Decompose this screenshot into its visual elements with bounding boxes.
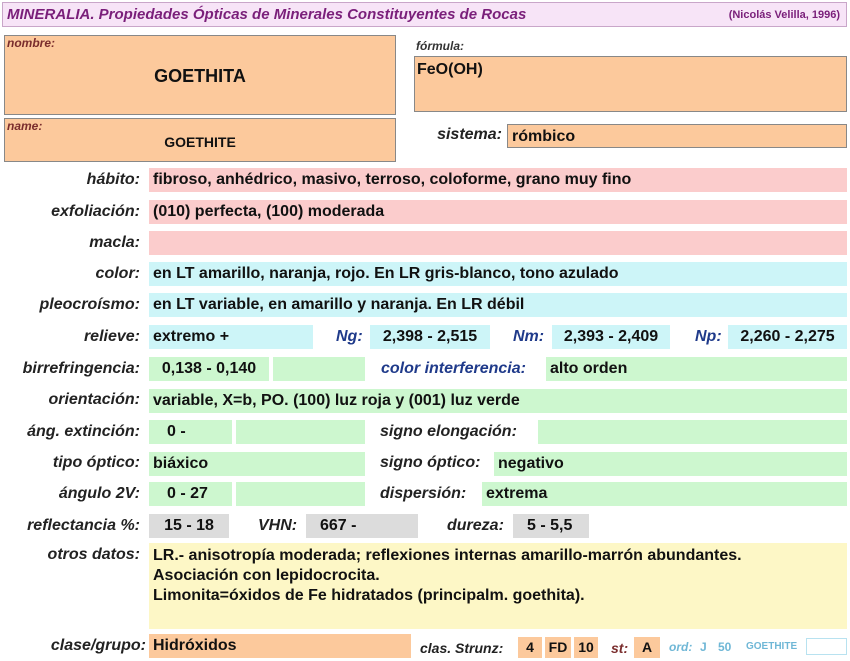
nombre-box[interactable] xyxy=(4,35,396,115)
ang-extincion-label: áng. extinción: xyxy=(27,423,140,440)
clase-grupo-label: clase/grupo: xyxy=(50,637,146,654)
np-label: Np: xyxy=(695,328,722,345)
orientacion-label: orientación: xyxy=(48,391,140,408)
clase-grupo-field[interactable]: Hidróxidos xyxy=(149,634,411,658)
reflectancia-field[interactable]: 15 - 18 xyxy=(149,514,229,538)
formula-value: FeO(OH) xyxy=(417,61,483,78)
strunz-1-field[interactable]: 4 xyxy=(518,637,542,658)
angulo-2v-extra-field[interactable] xyxy=(236,482,365,506)
signo-optico-label: signo óptico: xyxy=(380,454,481,471)
color-label: color: xyxy=(95,265,140,282)
name-box[interactable] xyxy=(4,118,396,162)
vhn-label: VHN: xyxy=(258,517,298,534)
otros-datos-line: LR.- anisotropía moderada; reflexiones internas amarillo-marrón abundantes. xyxy=(153,547,742,564)
sistema-label: sistema: xyxy=(437,126,502,143)
orientacion-field[interactable]: variable, X=b, PO. (100) luz roja y (001) luz verde xyxy=(149,389,847,413)
nm-field[interactable]: 2,393 - 2,409 xyxy=(552,325,670,349)
exfoliacion-label: exfoliación: xyxy=(51,203,140,220)
signo-elongacion-field[interactable] xyxy=(538,420,847,444)
author-credit: (Nicolás Velilla, 1996) xyxy=(728,9,840,21)
relieve-field[interactable]: extremo + xyxy=(149,325,313,349)
vhn-field[interactable]: 667 - xyxy=(306,514,418,538)
name-label: name: xyxy=(7,119,43,133)
ord-name: GOETHITE xyxy=(746,641,798,652)
macla-label: macla: xyxy=(89,234,140,251)
nombre-label: nombre: xyxy=(7,36,55,50)
habito-label: hábito: xyxy=(86,171,140,188)
signo-elongacion-label: signo elongación: xyxy=(380,423,517,440)
ord-letter: J xyxy=(700,640,707,654)
birrefringencia-label: birrefringencia: xyxy=(22,360,140,377)
strunz-3-field[interactable]: 10 xyxy=(574,637,598,658)
ord-number: 50 xyxy=(718,640,732,654)
tipo-optico-label: tipo óptico: xyxy=(52,454,140,471)
ng-label: Ng: xyxy=(336,328,363,345)
dureza-label: dureza: xyxy=(447,517,504,534)
otros-datos-label: otros datos: xyxy=(47,546,140,563)
app-title: MINERALIA. Propiedades Ópticas de Minerales Constituyentes de Rocas xyxy=(7,6,527,23)
nm-label: Nm: xyxy=(513,328,545,345)
nombre-value: GOETHITA xyxy=(154,66,246,86)
habito-field[interactable]: fibroso, anhédrico, masivo, terroso, coloforme, grano muy fino xyxy=(149,168,847,192)
sistema-field[interactable]: rómbico xyxy=(507,124,847,148)
birrefringencia-extra-field[interactable] xyxy=(273,357,365,381)
relieve-label: relieve: xyxy=(83,328,140,345)
color-interferencia-field[interactable]: alto orden xyxy=(546,357,847,381)
ord-label: ord: xyxy=(669,640,693,654)
ang-extincion-field[interactable]: 0 - xyxy=(149,420,232,444)
formula-box[interactable] xyxy=(414,56,847,112)
dispersion-label: dispersión: xyxy=(380,485,467,502)
angulo-2v-label: ángulo 2V: xyxy=(58,485,140,502)
otros-datos-field[interactable] xyxy=(149,543,847,629)
ord-box[interactable] xyxy=(806,638,847,655)
clas-strunz-label: clas. Strunz: xyxy=(420,640,504,656)
ng-field[interactable]: 2,398 - 2,515 xyxy=(370,325,490,349)
ang-extincion-extra-field[interactable] xyxy=(236,420,365,444)
color-field[interactable]: en LT amarillo, naranja, rojo. En LR gris-blanco, tono azulado xyxy=(149,262,847,286)
st-field[interactable]: A xyxy=(634,637,660,658)
strunz-2-field[interactable]: FD xyxy=(545,637,571,658)
header-bar xyxy=(2,2,847,27)
tipo-optico-field[interactable]: biáxico xyxy=(149,452,365,476)
pleocroismo-field[interactable]: en LT variable, en amarillo y naranja. En LR débil xyxy=(149,293,847,317)
macla-field[interactable] xyxy=(149,231,847,255)
angulo-2v-field[interactable]: 0 - 27 xyxy=(149,482,232,506)
pleocroismo-label: pleocroísmo: xyxy=(39,296,140,313)
st-label: st: xyxy=(611,640,629,656)
formula-label: fórmula: xyxy=(416,39,464,53)
exfoliacion-field[interactable]: (010) perfecta, (100) moderada xyxy=(149,200,847,224)
dispersion-field[interactable]: extrema xyxy=(482,482,847,506)
reflectancia-label: reflectancia %: xyxy=(27,517,140,534)
birrefringencia-field[interactable]: 0,138 - 0,140 xyxy=(149,357,269,381)
dureza-field[interactable]: 5 - 5,5 xyxy=(513,514,589,538)
otros-datos-line: Limonita=óxidos de Fe hidratados (principalm. goethita). xyxy=(153,587,585,604)
np-field[interactable]: 2,260 - 2,275 xyxy=(728,325,847,349)
otros-datos-line: Asociación con lepidocrocita. xyxy=(153,567,380,584)
signo-optico-field[interactable]: negativo xyxy=(494,452,847,476)
color-interferencia-label: color interferencia: xyxy=(381,360,526,377)
name-value: GOETHITE xyxy=(164,134,236,150)
